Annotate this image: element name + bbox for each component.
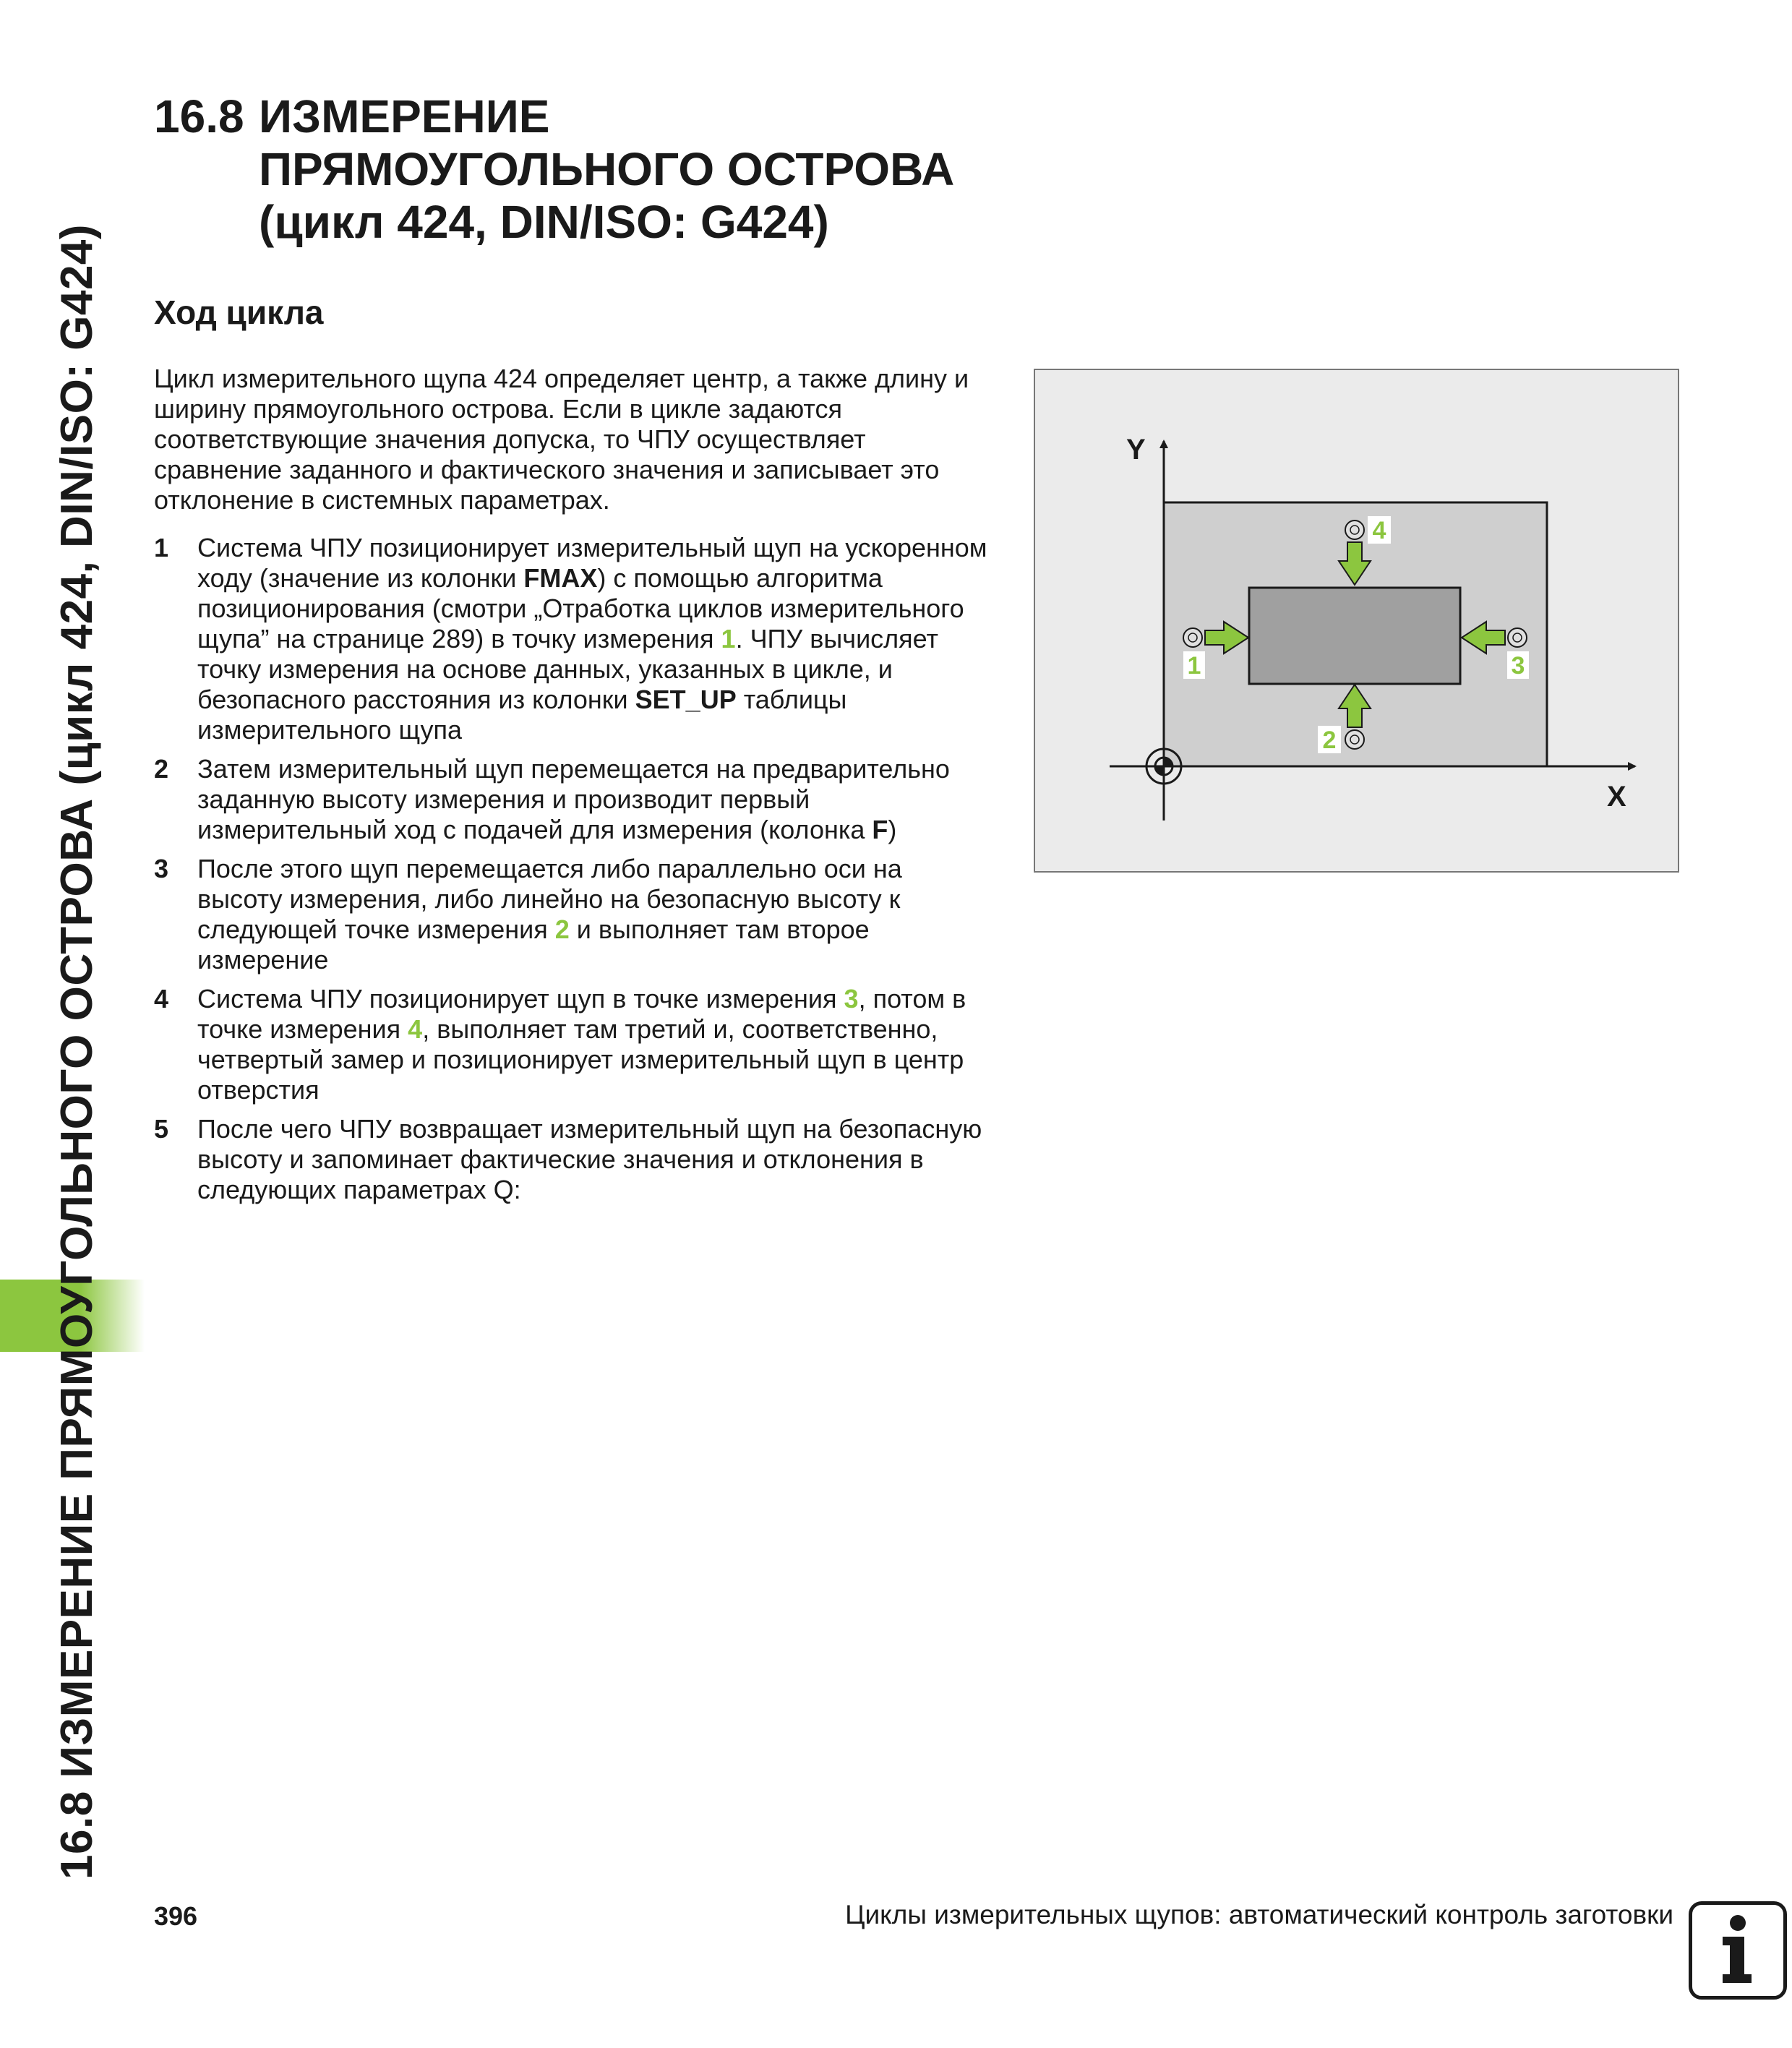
- rectangular-stud: [1249, 588, 1460, 684]
- cycle-diagram: [1034, 369, 1679, 873]
- step-text-part: , выполняет там третий и, соответственно, четвертый замер и позиционирует измерительный щуп в центр отверстия: [197, 1014, 964, 1105]
- section-title-line-2: ПРЯМОУГОЛЬНОГО ОСТРОВА: [259, 143, 955, 195]
- step-text-part: . ЧПУ вычисляет точку измерения на основе данных, указанных в цикле, и безопасного расстояния из колонки: [197, 624, 938, 714]
- step-number: 1: [154, 533, 169, 562]
- step-point-ref: 1: [721, 624, 736, 654]
- step-text: [197, 1114, 982, 1204]
- section-title-text: [259, 90, 1054, 249]
- x-axis-label: X: [1607, 781, 1626, 813]
- probe-point-label: 4: [1372, 517, 1386, 544]
- step-text-part: После этого щуп перемещается либо параллельно оси на высоту измерения, либо линейно на безопасную высоту к следующей точке измерения: [197, 854, 902, 944]
- probe-point-label: 3: [1511, 652, 1525, 680]
- step-text-part: Система ЧПУ позиционирует щуп в точке измерения: [197, 984, 844, 1014]
- step-text: [197, 754, 950, 844]
- step-item: [154, 754, 993, 845]
- step-text: [197, 854, 902, 974]
- page-number: 396: [154, 1901, 198, 1931]
- info-icon: [1689, 1901, 1787, 2000]
- step-bold-term: FMAX: [523, 563, 598, 593]
- section-title-line-1: ИЗМЕРЕНИЕ: [259, 90, 550, 142]
- step-text-part: и выполняет там второе измерение: [197, 914, 870, 974]
- step-number: 5: [154, 1114, 169, 1144]
- step-point-ref: 3: [844, 984, 859, 1014]
- step-text-part: таблицы измерительного щупа: [197, 685, 847, 745]
- step-text-part: Затем измерительный щуп перемещается на предварительно заданную высоту измерения и производит первый измерительный ход с подачей для измерения (колонка: [197, 754, 950, 844]
- step-text-part: ): [888, 815, 897, 844]
- step-text: [197, 533, 987, 745]
- step-text: [197, 984, 966, 1105]
- section-title-line-3: (цикл 424, DIN/ISO: G424): [259, 196, 829, 248]
- step-bold-term: F: [872, 815, 888, 844]
- side-title: 16.8 ИЗМЕРЕНИЕ ПРЯМОУГОЛЬНОГО ОСТРОВА (цикл 424, DIN/ISO: G424): [52, 223, 102, 1880]
- step-item: [154, 854, 993, 975]
- step-text-part: , потом в точке измерения: [197, 984, 966, 1044]
- probe-point-label: 2: [1322, 727, 1337, 754]
- step-number: 2: [154, 754, 169, 784]
- step-bold-term: SET_UP: [635, 685, 737, 714]
- step-item: [154, 1114, 993, 1205]
- step-text-part: Система ЧПУ позиционирует измерительный щуп на ускоренном ходу (значение из колонки: [197, 533, 987, 593]
- step-item: [154, 984, 993, 1105]
- step-text-part: После чего ЧПУ возвращает измерительный щуп на безопасную высоту и запоминает фактические значения и отклонения в следующих параметрах Q:: [197, 1114, 982, 1204]
- probe-point-label: 1: [1187, 652, 1201, 680]
- y-axis-label: Y: [1126, 434, 1146, 466]
- subheading: Ход цикла: [154, 294, 324, 331]
- footer-text: Циклы измерительных щупов: автоматический контроль заготовки: [845, 1900, 1673, 1929]
- info-glyph-svg: [1692, 1905, 1783, 1996]
- section-number: 16.8: [154, 90, 244, 142]
- side-title-container: [45, 94, 110, 1880]
- step-item: [154, 533, 993, 745]
- step-text-part: ) с помощью алгоритма позиционирования (смотри „Отработка циклов измерительного щупа” на странице 289) в точку измерения: [197, 563, 964, 654]
- step-point-ref: 4: [408, 1014, 423, 1044]
- step-number: 3: [154, 854, 169, 883]
- step-number: 4: [154, 984, 169, 1014]
- step-point-ref: 2: [554, 914, 570, 944]
- intro-paragraph: Цикл измерительного щупа 424 определяет центр, а также длину и ширину прямоугольного острова. Если в цикле задаются соответствующие значения допуска, то ЧПУ осуществляет сравнение заданного и фактического значения и записывает это отклонение в системных параметрах.: [154, 364, 969, 515]
- steps-list: [154, 533, 993, 1214]
